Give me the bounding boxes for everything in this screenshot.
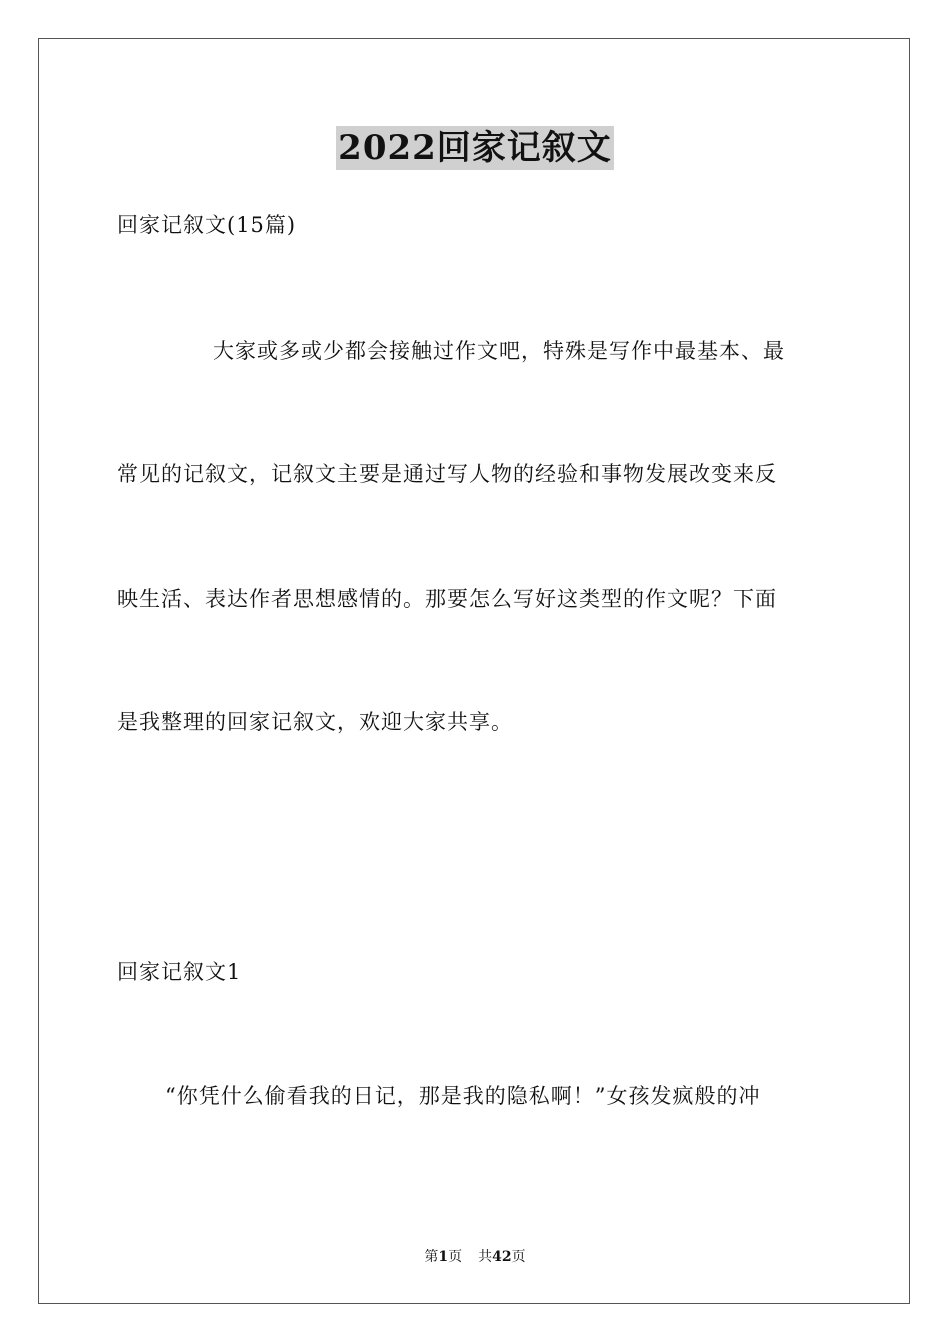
page-footer — [0, 1248, 950, 1266]
page-suffix: 页 — [448, 1249, 463, 1265]
title-container — [0, 126, 950, 170]
page-number: 1 — [438, 1249, 449, 1265]
page-prefix: 第 — [424, 1249, 439, 1265]
intro-line-3: 映生活、表达作者思想感情的。那要怎么写好这类型的作文呢？下面 — [117, 587, 777, 611]
section-first-line: “你凭什么偷看我的日记，那是我的隐私啊！”女孩发疯般的冲 — [165, 1084, 761, 1108]
intro-line-4: 是我整理的回家记叙文，欢迎大家共享。 — [117, 710, 513, 734]
total-suffix: 页 — [511, 1249, 526, 1265]
total-pages: 42 — [492, 1249, 512, 1265]
total-prefix: 共 — [478, 1249, 493, 1265]
intro-line-1: 大家或多或少都会接触过作文吧，特殊是写作中最基本、最 — [213, 339, 785, 363]
document-subtitle: 回家记叙文(15篇) — [117, 213, 297, 237]
intro-line-2: 常见的记叙文，记叙文主要是通过写人物的经验和事物发展改变来反 — [117, 462, 777, 486]
section-heading: 回家记叙文1 — [117, 960, 242, 984]
document-title: 2022回家记叙文 — [338, 128, 612, 168]
